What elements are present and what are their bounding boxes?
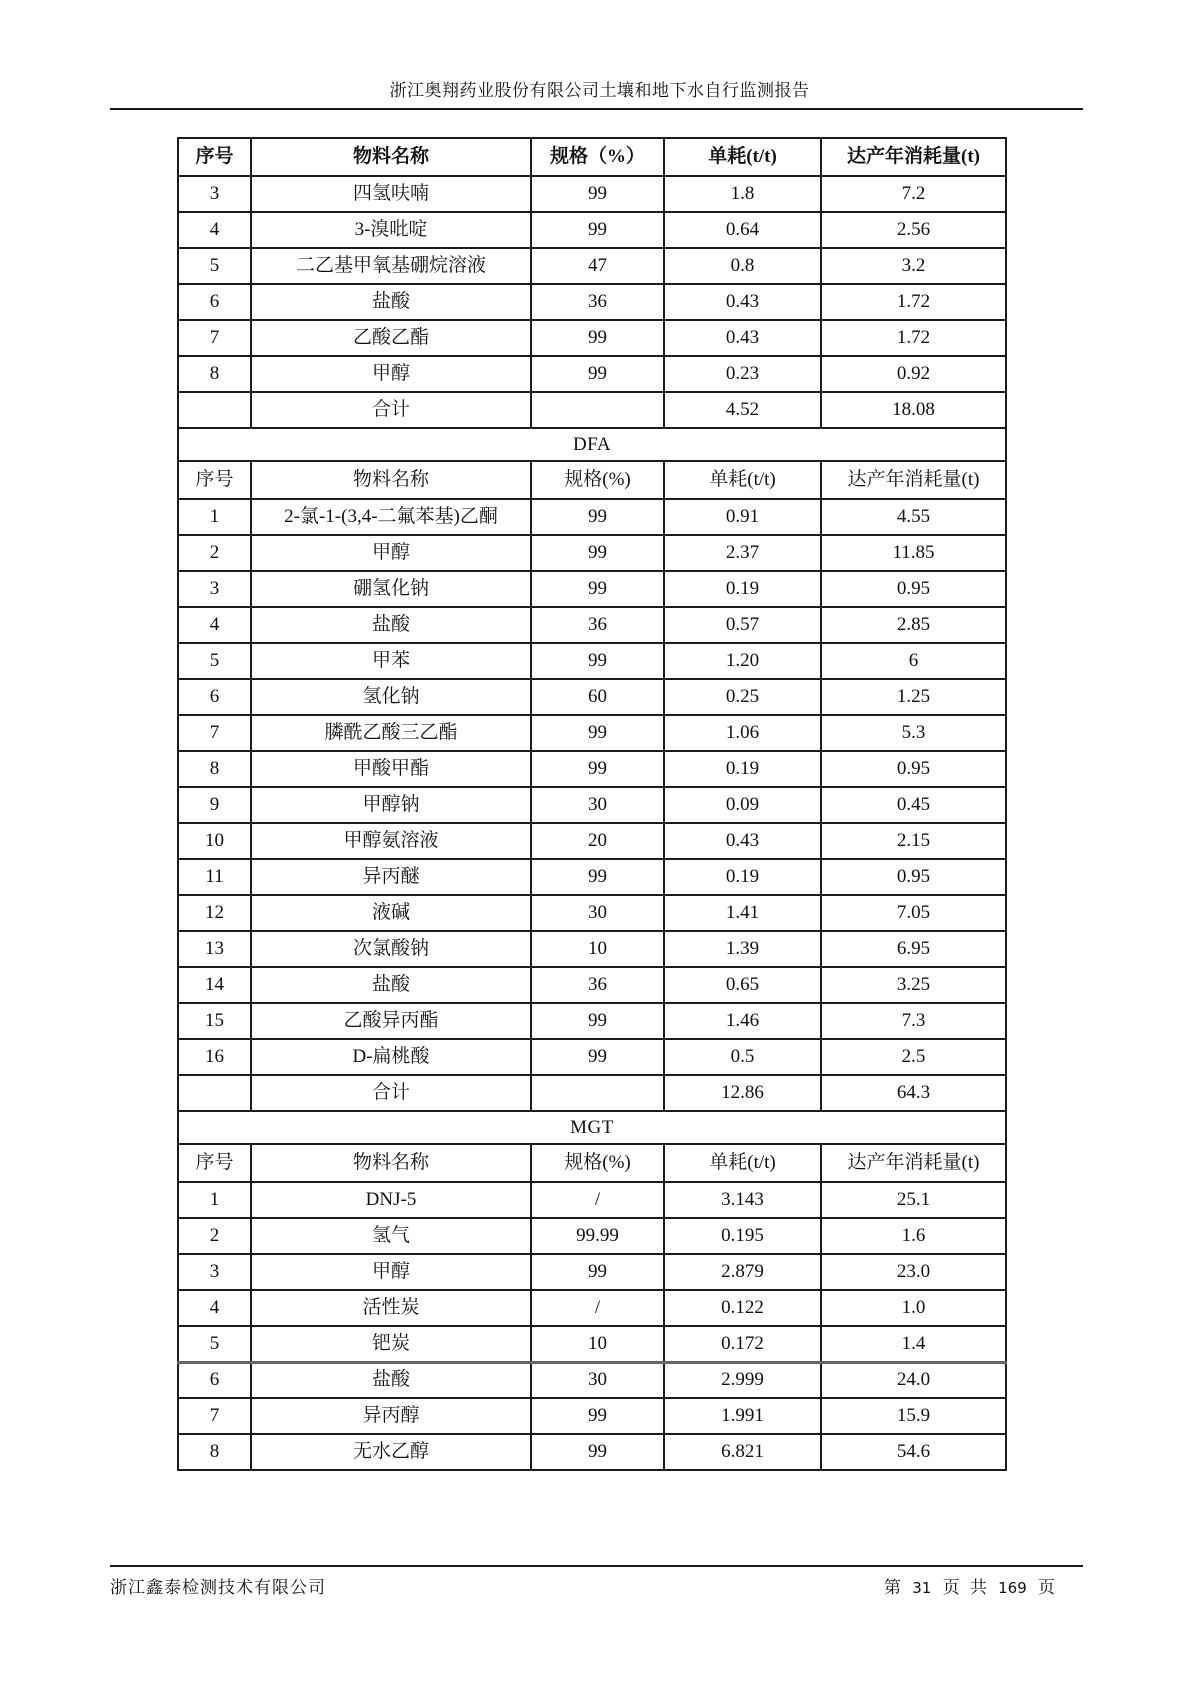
- cell: 0.45: [821, 787, 1006, 823]
- table-row: [178, 212, 1006, 248]
- cell: 1.0: [821, 1290, 1006, 1326]
- cell: 0.8: [664, 248, 821, 284]
- cell: 0.122: [664, 1290, 821, 1326]
- cell: 15: [178, 1003, 251, 1039]
- cell: 0.09: [664, 787, 821, 823]
- table-row: [178, 1398, 1006, 1434]
- cell: 4.55: [821, 499, 1006, 535]
- table-row: [178, 176, 1006, 212]
- cell: 99: [531, 859, 664, 895]
- cell: 8: [178, 1434, 251, 1470]
- cell: 甲醇: [251, 535, 531, 571]
- cell: 0.5: [664, 1039, 821, 1075]
- cell: 10: [178, 823, 251, 859]
- cell: 99: [531, 715, 664, 751]
- table-row: [178, 571, 1006, 607]
- cell: 甲酸甲酯: [251, 751, 531, 787]
- cell: 异丙醇: [251, 1398, 531, 1434]
- table-row: [178, 1218, 1006, 1254]
- page-info-page-char: 页: [942, 1578, 960, 1597]
- cell: 20: [531, 823, 664, 859]
- cell: 1.41: [664, 895, 821, 931]
- cell: 4.52: [664, 392, 821, 428]
- cell: 6: [821, 643, 1006, 679]
- cell: 99: [531, 535, 664, 571]
- cell: 25.1: [821, 1182, 1006, 1218]
- page-info-of-char: 共: [969, 1578, 987, 1597]
- table-row: [178, 787, 1006, 823]
- cell: 钯炭: [251, 1326, 531, 1362]
- cell: 0.43: [664, 320, 821, 356]
- table-row: [178, 1290, 1006, 1326]
- cell: 13: [178, 931, 251, 967]
- cell: 7.2: [821, 176, 1006, 212]
- table-row: [178, 751, 1006, 787]
- cell: [178, 1075, 251, 1111]
- cell: 0.195: [664, 1218, 821, 1254]
- column-header: 规格(%): [531, 1144, 664, 1182]
- cell: 1.20: [664, 643, 821, 679]
- page-header-title: 浙江奥翔药业股份有限公司土壤和地下水自行监测报告: [389, 81, 810, 100]
- cell: 0.95: [821, 751, 1006, 787]
- cell: 0.57: [664, 607, 821, 643]
- cell: 二乙基甲氧基硼烷溶液: [251, 248, 531, 284]
- section-label: DFA: [178, 428, 1006, 461]
- cell: 99: [531, 499, 664, 535]
- cell: 99.99: [531, 1218, 664, 1254]
- cell: 99: [531, 1398, 664, 1434]
- column-header: 序号: [178, 138, 251, 176]
- cell: 1.72: [821, 284, 1006, 320]
- materials-table: [177, 137, 1007, 1471]
- cell: 36: [531, 284, 664, 320]
- column-header: 序号: [178, 1144, 251, 1182]
- cell: 0.19: [664, 571, 821, 607]
- cell: 次氯酸钠: [251, 931, 531, 967]
- cell: 膦酰乙酸三乙酯: [251, 715, 531, 751]
- cell: D-扁桃酸: [251, 1039, 531, 1075]
- cell: 0.19: [664, 751, 821, 787]
- cell: 3.2: [821, 248, 1006, 284]
- table-row: [178, 1254, 1006, 1290]
- cell: 60: [531, 679, 664, 715]
- table-row: [178, 284, 1006, 320]
- cell: 7: [178, 715, 251, 751]
- cell: 甲醇钠: [251, 787, 531, 823]
- cell: 氢气: [251, 1218, 531, 1254]
- cell: 甲醇氨溶液: [251, 823, 531, 859]
- cell: 2.56: [821, 212, 1006, 248]
- cell: 36: [531, 967, 664, 1003]
- table-row: [178, 320, 1006, 356]
- cell: 甲苯: [251, 643, 531, 679]
- cell: 99: [531, 1254, 664, 1290]
- cell: 4: [178, 212, 251, 248]
- cell: 0.95: [821, 571, 1006, 607]
- table-row: [178, 895, 1006, 931]
- total-row: [178, 392, 1006, 428]
- cell: 36: [531, 607, 664, 643]
- cell: 0.65: [664, 967, 821, 1003]
- page-footer: [110, 1573, 1058, 1598]
- cell: 1.25: [821, 679, 1006, 715]
- table-row: [178, 1326, 1006, 1362]
- cell: 99: [531, 212, 664, 248]
- column-header: 达产年消耗量(t): [821, 138, 1006, 176]
- page-info-suffix: 页: [1038, 1578, 1055, 1597]
- cell: 3: [178, 571, 251, 607]
- table-row: [178, 715, 1006, 751]
- footer-rule: [110, 1565, 1083, 1567]
- cell: 30: [531, 1362, 664, 1398]
- cell: 99: [531, 320, 664, 356]
- cell: 64.3: [821, 1075, 1006, 1111]
- cell: 7.3: [821, 1003, 1006, 1039]
- cell: 0.172: [664, 1326, 821, 1362]
- cell: [531, 392, 664, 428]
- cell: 99: [531, 1434, 664, 1470]
- section-label-row: [178, 428, 1006, 461]
- cell: 合计: [251, 392, 531, 428]
- cell: 54.6: [821, 1434, 1006, 1470]
- cell: 0.25: [664, 679, 821, 715]
- cell: 4: [178, 607, 251, 643]
- cell: 47: [531, 248, 664, 284]
- table-row: [178, 859, 1006, 895]
- cell: 2.999: [664, 1362, 821, 1398]
- cell: 2: [178, 1218, 251, 1254]
- table-row: [178, 931, 1006, 967]
- cell: 活性炭: [251, 1290, 531, 1326]
- table-header-row: [178, 461, 1006, 499]
- table-row: [178, 1182, 1006, 1218]
- cell: 5: [178, 248, 251, 284]
- cell: 0.43: [664, 284, 821, 320]
- cell: 18.08: [821, 392, 1006, 428]
- column-header: 物料名称: [251, 1144, 531, 1182]
- cell: 8: [178, 356, 251, 392]
- total-page-number: 169: [998, 1579, 1027, 1597]
- cell: 2.85: [821, 607, 1006, 643]
- table-row: [178, 535, 1006, 571]
- cell: 6.821: [664, 1434, 821, 1470]
- cell: 3-溴吡啶: [251, 212, 531, 248]
- cell: 3: [178, 176, 251, 212]
- cell: 3: [178, 1254, 251, 1290]
- cell: 5.3: [821, 715, 1006, 751]
- page-info-prefix: 第: [884, 1578, 902, 1597]
- column-header: 达产年消耗量(t): [821, 1144, 1006, 1182]
- cell: 7: [178, 1398, 251, 1434]
- cell: 3.143: [664, 1182, 821, 1218]
- cell: DNJ-5: [251, 1182, 531, 1218]
- column-header: 序号: [178, 461, 251, 499]
- cell: 7.05: [821, 895, 1006, 931]
- cell: 盐酸: [251, 607, 531, 643]
- cell: 12: [178, 895, 251, 931]
- column-header: 达产年消耗量(t): [821, 461, 1006, 499]
- cell: 0.64: [664, 212, 821, 248]
- cell: 1: [178, 499, 251, 535]
- cell: 24.0: [821, 1362, 1006, 1398]
- cell: 0.91: [664, 499, 821, 535]
- table-row: [178, 607, 1006, 643]
- cell: [178, 392, 251, 428]
- cell: 1.8: [664, 176, 821, 212]
- cell: 0.19: [664, 859, 821, 895]
- total-row: [178, 1075, 1006, 1111]
- cell: 无水乙醇: [251, 1434, 531, 1470]
- table-row: [178, 1362, 1006, 1398]
- cell: 硼氢化钠: [251, 571, 531, 607]
- cell: 99: [531, 571, 664, 607]
- cell: 23.0: [821, 1254, 1006, 1290]
- table-row: [178, 643, 1006, 679]
- section-label-row: [178, 1111, 1006, 1144]
- table-row: [178, 1434, 1006, 1470]
- cell: 盐酸: [251, 1362, 531, 1398]
- cell: 11.85: [821, 535, 1006, 571]
- cell: 液碱: [251, 895, 531, 931]
- cell: 乙酸乙酯: [251, 320, 531, 356]
- cell: 1.46: [664, 1003, 821, 1039]
- cell: 99: [531, 751, 664, 787]
- cell: 4: [178, 1290, 251, 1326]
- cell: 16: [178, 1039, 251, 1075]
- footer-page-info: [881, 1573, 1058, 1598]
- cell: /: [531, 1182, 664, 1218]
- cell: 6.95: [821, 931, 1006, 967]
- cell: 2: [178, 535, 251, 571]
- cell: 2.5: [821, 1039, 1006, 1075]
- table-header-row: [178, 138, 1006, 176]
- cell: 1: [178, 1182, 251, 1218]
- cell: 异丙醚: [251, 859, 531, 895]
- cell: 氢化钠: [251, 679, 531, 715]
- cell: 15.9: [821, 1398, 1006, 1434]
- table-header-row: [178, 1144, 1006, 1182]
- cell: 7: [178, 320, 251, 356]
- cell: 3.25: [821, 967, 1006, 1003]
- table-row: [178, 823, 1006, 859]
- cell: 四氢呋喃: [251, 176, 531, 212]
- cell: 6: [178, 679, 251, 715]
- column-header: 单耗(t/t): [664, 1144, 821, 1182]
- cell: 30: [531, 787, 664, 823]
- cell: 8: [178, 751, 251, 787]
- column-header: 单耗(t/t): [664, 461, 821, 499]
- cell: 甲醇: [251, 1254, 531, 1290]
- cell: 合计: [251, 1075, 531, 1111]
- footer-company: 浙江鑫泰检测技术有限公司: [110, 1578, 326, 1597]
- cell: 0.23: [664, 356, 821, 392]
- cell: 30: [531, 895, 664, 931]
- cell: 99: [531, 1039, 664, 1075]
- table-row: [178, 248, 1006, 284]
- table-row: [178, 1003, 1006, 1039]
- cell: 1.39: [664, 931, 821, 967]
- table-row: [178, 967, 1006, 1003]
- header-rule: [110, 108, 1083, 110]
- cell: 6: [178, 1362, 251, 1398]
- cell: 2.37: [664, 535, 821, 571]
- column-header: 物料名称: [251, 461, 531, 499]
- cell: 99: [531, 643, 664, 679]
- cell: /: [531, 1290, 664, 1326]
- cell: 99: [531, 1003, 664, 1039]
- cell: 盐酸: [251, 284, 531, 320]
- cell: 0.43: [664, 823, 821, 859]
- table-row: [178, 356, 1006, 392]
- cell: 盐酸: [251, 967, 531, 1003]
- cell: 12.86: [664, 1075, 821, 1111]
- cell: 2.879: [664, 1254, 821, 1290]
- materials-table-body: [178, 138, 1006, 1470]
- cell: 2-氯-1-(3,4-二氟苯基)乙酮: [251, 499, 531, 535]
- cell: 5: [178, 1326, 251, 1362]
- current-page-number: 31: [912, 1579, 932, 1597]
- column-header: 规格(%): [531, 461, 664, 499]
- cell: 1.72: [821, 320, 1006, 356]
- cell: 10: [531, 931, 664, 967]
- cell: 2.15: [821, 823, 1006, 859]
- section-label: MGT: [178, 1111, 1006, 1144]
- table-row: [178, 679, 1006, 715]
- cell: 0.95: [821, 859, 1006, 895]
- cell: 甲醇: [251, 356, 531, 392]
- cell: 1.991: [664, 1398, 821, 1434]
- cell: 9: [178, 787, 251, 823]
- table-row: [178, 1039, 1006, 1075]
- column-header: 物料名称: [251, 138, 531, 176]
- cell: [531, 1075, 664, 1111]
- table-row: [178, 499, 1006, 535]
- cell: 5: [178, 643, 251, 679]
- cell: 6: [178, 284, 251, 320]
- cell: 99: [531, 356, 664, 392]
- column-header: 规格（%）: [531, 138, 664, 176]
- cell: 10: [531, 1326, 664, 1362]
- cell: 14: [178, 967, 251, 1003]
- cell: 1.06: [664, 715, 821, 751]
- cell: 1.4: [821, 1326, 1006, 1362]
- cell: 乙酸异丙酯: [251, 1003, 531, 1039]
- cell: 1.6: [821, 1218, 1006, 1254]
- cell: 0.92: [821, 356, 1006, 392]
- cell: 11: [178, 859, 251, 895]
- cell: 99: [531, 176, 664, 212]
- column-header: 单耗(t/t): [664, 138, 821, 176]
